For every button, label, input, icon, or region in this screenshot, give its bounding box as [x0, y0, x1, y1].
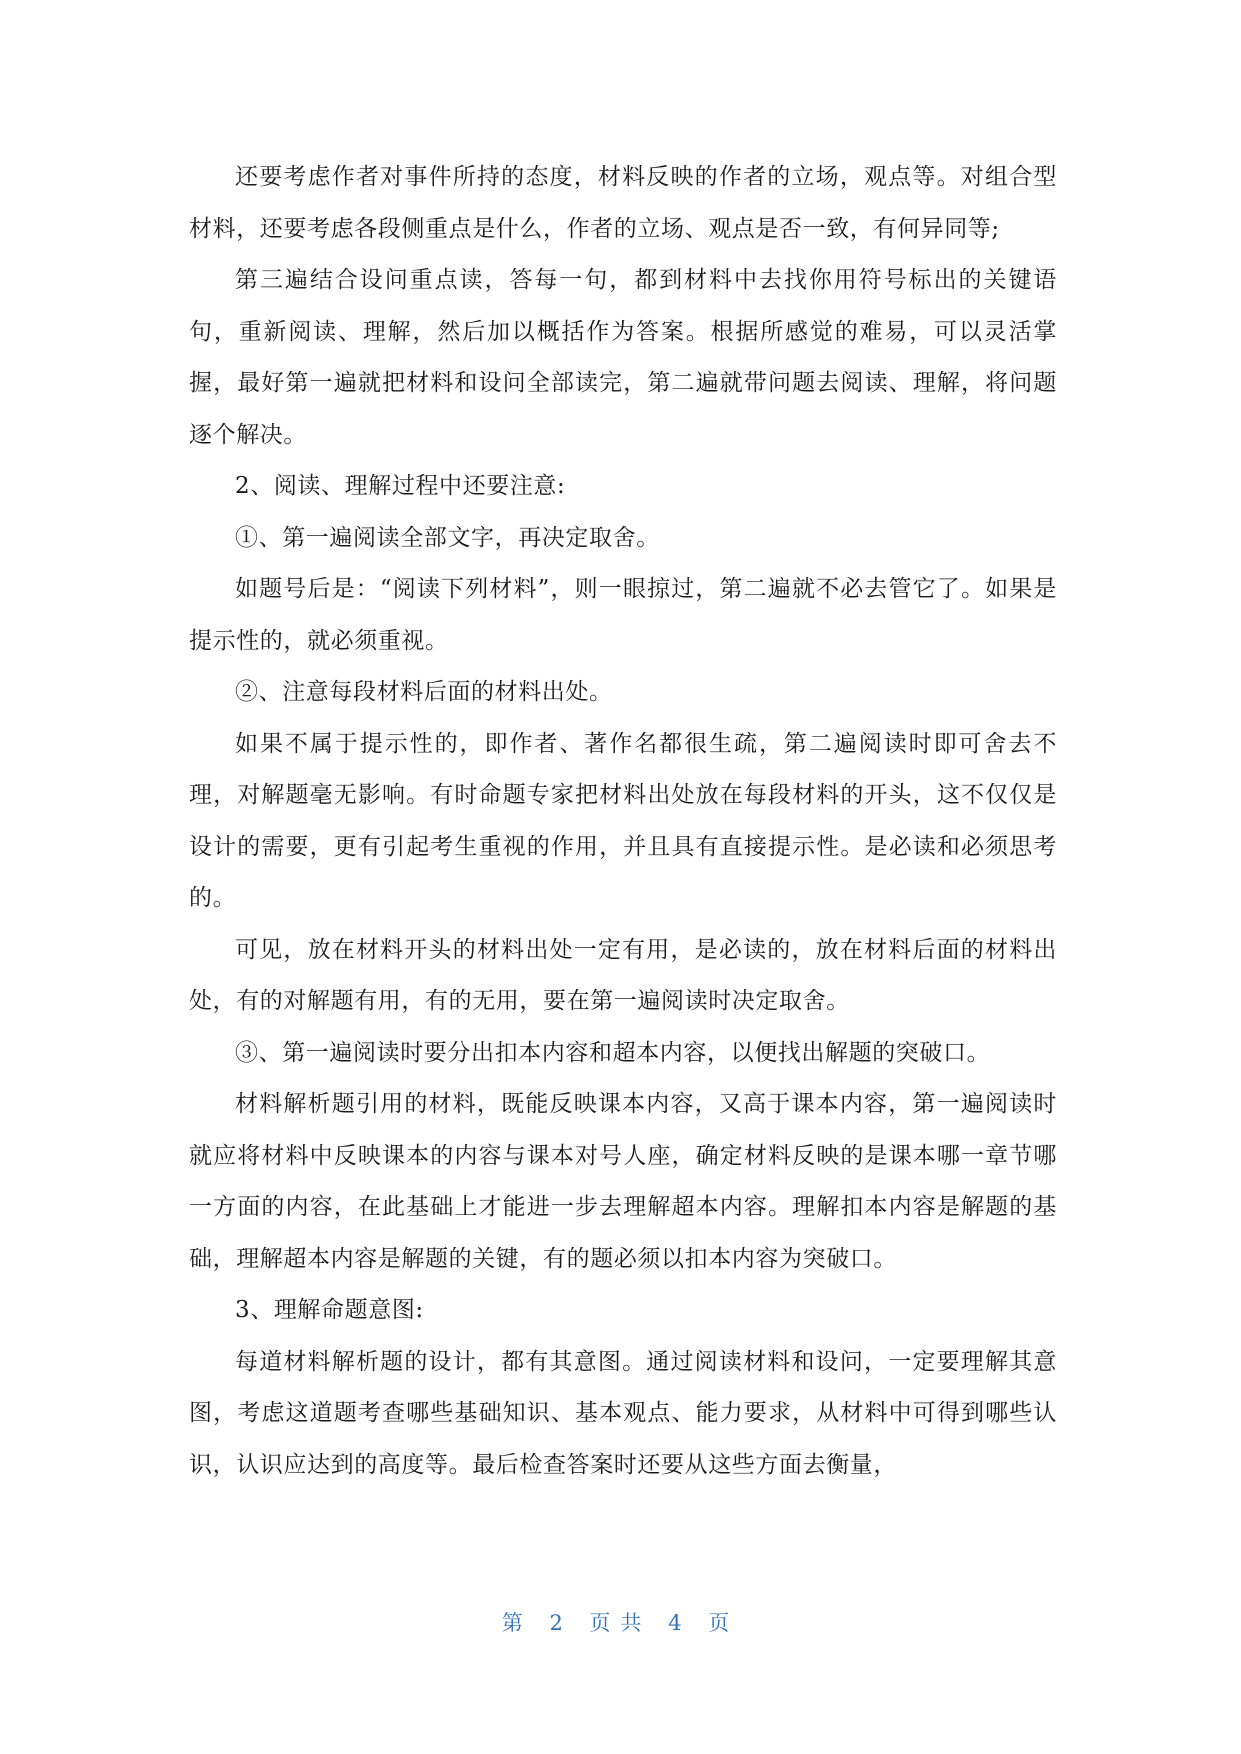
footer-middle: 页共 [589, 1611, 652, 1635]
footer-prefix: 第 [501, 1611, 533, 1635]
page-footer [0, 1607, 1241, 1637]
paragraph: 如题号后是：“阅读下列材料”，则一眼掠过，第二遍就不必去管它了。如果是提示性的，就必须重视。 [189, 576, 1057, 654]
total-pages-number: 4 [668, 1611, 692, 1635]
section-heading: 3、理解命题意图: [235, 1297, 424, 1323]
list-item: ②、注意每段材料后面的材料出处。 [235, 679, 613, 705]
footer-suffix: 页 [708, 1611, 740, 1635]
section-heading: 2、阅读、理解过程中还要注意: [235, 473, 566, 499]
paragraph: 第三遍结合设问重点读，答每一句，都到材料中去找你用符号标出的关键语句，重新阅读、理解，然后加以概括作为答案。根据所感觉的难易，可以灵活掌握，最好第一遍就把材料和设问全部读完，第二遍就带问题去阅读、理解，将问题逐个解决。 [189, 267, 1057, 448]
paragraph: 每道材料解析题的设计，都有其意图。通过阅读材料和设问，一定要理解其意图，考虑这道题考查哪些基础知识、基本观点、能力要求，从材料中可得到哪些认识，认识应达到的高度等。最后检查答案时还要从这些方面去衡量， [189, 1348, 1057, 1478]
paragraph: 如果不属于提示性的，即作者、著作名都很生疏，第二遍阅读时即可舍去不理，对解题毫无影响。有时命题专家把材料出处放在每段材料的开头，这不仅仅是设计的需要，更有引起考生重视的作用，并且具有直接提示性。是必读和必须思考的。 [189, 730, 1057, 911]
document-body [189, 152, 1057, 1491]
current-page-number: 2 [549, 1611, 573, 1635]
list-item: ①、第一遍阅读全部文字，再决定取舍。 [235, 524, 660, 551]
paragraph: 还要考虑作者对事件所持的态度，材料反映的作者的立场，观点等。对组合型材料，还要考虑各段侧重点是什么，作者的立场、观点是否一致，有何异同等; [189, 164, 1057, 242]
paragraph: 材料解析题引用的材料，既能反映课本内容，又高于课本内容，第一遍阅读时就应将材料中反映课本的内容与课本对号人座，确定材料反映的是课本哪一章节哪一方面的内容，在此基础上才能进一步去理解超本内容。理解扣本内容是解题的基础，理解超本内容是解题的关键，有的题必须以扣本内容为突破口。 [189, 1091, 1057, 1272]
paragraph: 可见，放在材料开头的材料出处一定有用，是必读的，放在材料后面的材料出处，有的对解题有用，有的无用，要在第一遍阅读时决定取舍。 [189, 936, 1057, 1014]
list-item: ③、第一遍阅读时要分出扣本内容和超本内容，以便找出解题的突破口。 [235, 1039, 991, 1066]
